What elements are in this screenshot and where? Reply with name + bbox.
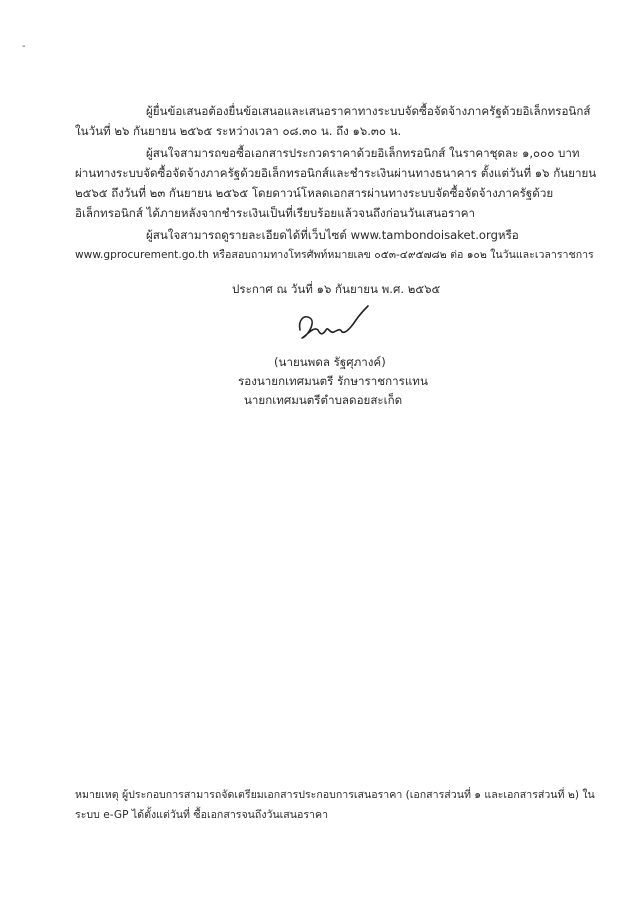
paragraph2-line3: ๒๕๖๕ ถึงวันที่ ๒๓ กันยายน ๒๕๖๕ โดยดาวน์โหลดเอกสารผ่านทางระบบจัดซื้อจัดจ้างภาครัฐด้วย	[75, 186, 554, 200]
signatory-name: (นายนพดล รัฐศุภางค์)	[274, 355, 386, 369]
paragraph3-line2: www.gprocurement.go.th หรือสอบถามทางโทรศัพท์หมายเลข ๐๕๓-๔๙๕๗๘๒ ต่อ ๑๐๒ ในวันและเวลาราชการ	[75, 249, 594, 261]
paragraph3-line1: ผู้สนใจสามารถดูรายละเอียดได้ที่เว็บไซต์ www.tambondoisaket.orgหรือ	[146, 228, 519, 242]
corner-mark: -	[22, 41, 26, 52]
paragraph1-line2: ในวันที่ ๒๖ กันยายน ๒๕๖๕ ระหว่างเวลา ๐๘.๓๐ น. ถึง ๑๖.๓๐ น.	[75, 124, 402, 138]
signature-image	[294, 300, 374, 348]
paragraph2-line2: ผ่านทางระบบจัดซื้อจัดจ้างภาครัฐด้วยอิเล็กทรอนิกส์และชำระเงินผ่านทางธนาคาร ตั้งแต่วันที่ ๑๖ กันยายน	[75, 166, 597, 180]
paragraph2-line1: ผู้สนใจสามารถขอซื้อเอกสารประกวดราคาด้วยอิเล็กทรอนิกส์ ในราคาชุดละ ๑,๐๐๐ บาท	[146, 146, 580, 160]
note-line1: หมายเหตุ ผู้ประกอบการสามารถจัดเตรียมเอกสารประกอบการเสนอราคา (เอกสารส่วนที่ ๑ และเอกสารส่วนที่ ๒) ใน	[75, 789, 595, 801]
paragraph1-line1: ผู้ยื่นข้อเสนอต้องยื่นข้อเสนอและเสนอราคาทางระบบจัดซื้อจัดจ้างภาครัฐด้วยอิเล็กทรอนิกส์	[146, 104, 591, 118]
paragraph2-line4: อิเล็กทรอนิกส์ ได้ภายหลังจากชำระเงินเป็นที่เรียบร้อยแล้วจนถึงก่อนวันเสนอราคา	[75, 206, 475, 220]
signatory-position-1: รองนายกเทศมนตรี รักษาราชการแทน	[238, 374, 428, 388]
note-line2: ระบบ e-GP ได้ตั้งแต่วันที่ ซื้อเอกสารจนถึงวันเสนอราคา	[75, 809, 329, 821]
signatory-position-2: นายกเทศมนตรีตำบลดอยสะเก็ด	[244, 393, 403, 407]
announcement-date: ประกาศ ณ วันที่ ๑๖ กันยายน พ.ศ. ๒๕๖๕	[232, 282, 441, 296]
